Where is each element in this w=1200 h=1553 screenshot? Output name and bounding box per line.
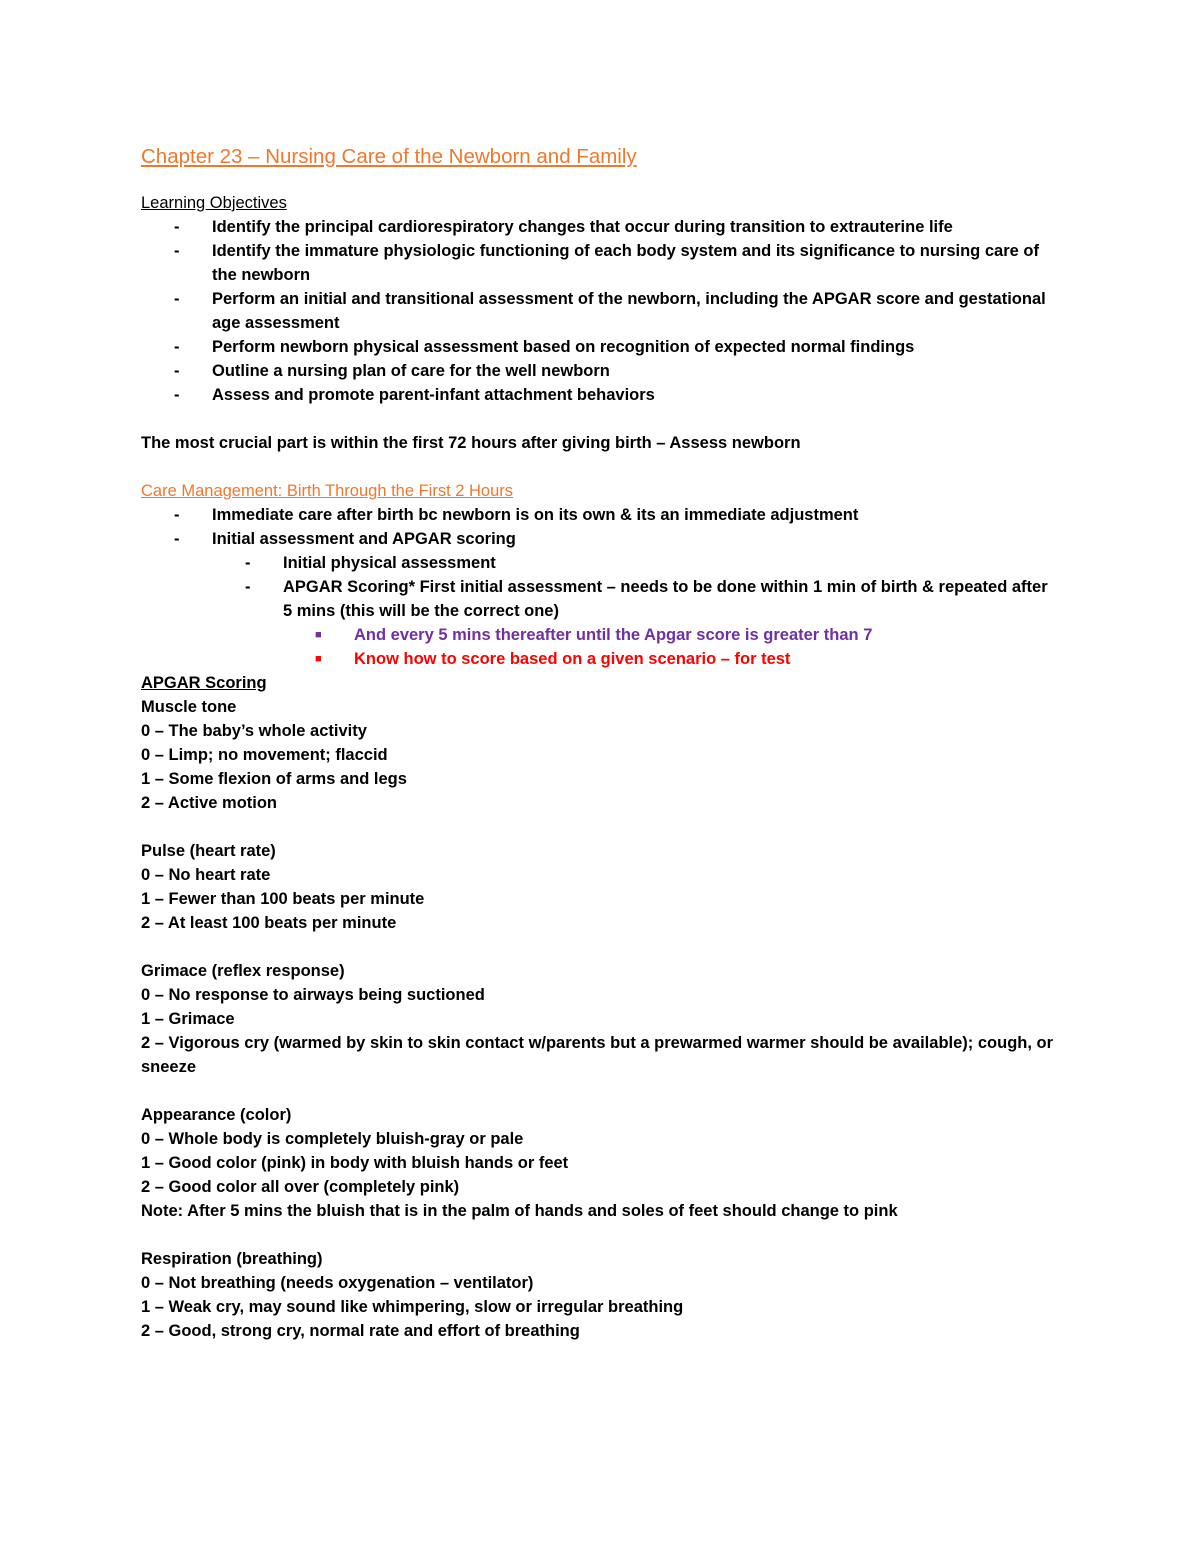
list-item: - Identify the immature physiologic functioning of each body system and its significance to nursing care of the newborn [141, 239, 1061, 287]
list-item: - APGAR Scoring* First initial assessment – needs to be done within 1 min of birth & repeated after 5 mins (this will be the correct one) [141, 575, 1061, 623]
objectives-list [141, 215, 1061, 407]
care-management-sublist [141, 551, 1061, 623]
list-item: ■ And every 5 mins thereafter until the Apgar score is greater than 7 [141, 623, 1061, 647]
dash-bullet-icon: - [245, 554, 251, 572]
square-bullet-icon: ■ [315, 653, 322, 665]
list-item: - Initial physical assessment [141, 551, 1061, 575]
care-management-subsublist [141, 623, 1061, 671]
dash-bullet-icon: - [174, 506, 180, 524]
score-line: 2 – At least 100 beats per minute [141, 914, 397, 932]
care-management-list [141, 503, 1061, 551]
list-item: - Initial assessment and APGAR scoring [141, 527, 1061, 551]
care-management-heading: Care Management: Birth Through the First 2 Hours [141, 482, 514, 500]
score-line: 1 – Some flexion of arms and legs [141, 770, 407, 788]
section-label: Appearance (color) [141, 1106, 292, 1124]
list-item: - Outline a nursing plan of care for the well newborn [141, 359, 1061, 383]
score-line: 0 – No response to airways being suctioned [141, 986, 485, 1004]
list-item: - Perform an initial and transitional assessment of the newborn, including the APGAR score and gestational age assessment [141, 287, 1061, 335]
score-line: 0 – Not breathing (needs oxygenation – ventilator) [141, 1274, 534, 1292]
section-label: Pulse (heart rate) [141, 842, 276, 860]
score-line: 0 – No heart rate [141, 866, 271, 884]
score-line: 2 – Good color all over (completely pink) [141, 1178, 460, 1196]
section-label: Muscle tone [141, 698, 237, 716]
list-item: ■ Know how to score based on a given scenario – for test [141, 647, 1061, 671]
apgar-pulse [141, 839, 1061, 935]
dash-bullet-icon: - [174, 530, 180, 548]
score-line: 1 – Weak cry, may sound like whimpering, slow or irregular breathing [141, 1298, 684, 1316]
document-body [141, 143, 1061, 1343]
score-line: 1 – Fewer than 100 beats per minute [141, 890, 425, 908]
section-label: Respiration (breathing) [141, 1250, 323, 1268]
dash-bullet-icon: - [174, 242, 180, 260]
page-title: Chapter 23 – Nursing Care of the Newborn and Family [141, 145, 637, 168]
score-line: 1 – Grimace [141, 1010, 235, 1028]
score-line: 0 – Whole body is completely bluish-gray or pale [141, 1130, 524, 1148]
list-item: - Identify the principal cardiorespiratory changes that occur during transition to extrauterine life [141, 215, 1061, 239]
list-item: - Immediate care after birth bc newborn is on its own & its an immediate adjustment [141, 503, 1061, 527]
list-item: - Perform newborn physical assessment based on recognition of expected normal findings [141, 335, 1061, 359]
dash-bullet-icon: - [174, 362, 180, 380]
apgar-heading: APGAR Scoring [141, 674, 267, 692]
apgar-grimace [141, 959, 1061, 1079]
objectives-heading: Learning Objectives [141, 194, 287, 212]
square-bullet-icon: ■ [315, 629, 322, 641]
apgar-respiration [141, 1247, 1061, 1343]
apgar-muscle-tone [141, 695, 1061, 815]
score-line: 0 – Limp; no movement; flaccid [141, 746, 388, 764]
score-line: 2 – Vigorous cry (warmed by skin to skin contact w/parents but a prewarmed warmer should be available); cough, or sneeze [141, 1034, 1054, 1076]
dash-bullet-icon: - [174, 218, 180, 236]
section-label: Grimace (reflex response) [141, 962, 345, 980]
dash-bullet-icon: - [174, 386, 180, 404]
score-line: 0 – The baby’s whole activity [141, 722, 367, 740]
list-item: - Assess and promote parent-infant attachment behaviors [141, 383, 1061, 407]
dash-bullet-icon: - [174, 290, 180, 308]
dash-bullet-icon: - [245, 578, 251, 596]
score-line: 1 – Good color (pink) in body with bluish hands or feet [141, 1154, 569, 1172]
score-line: 2 – Active motion [141, 794, 278, 812]
score-line: 2 – Good, strong cry, normal rate and effort of breathing [141, 1322, 580, 1340]
crucial-note: The most crucial part is within the first 72 hours after giving birth – Assess newborn [141, 434, 801, 452]
apgar-appearance [141, 1103, 1061, 1223]
note-line: Note: After 5 mins the bluish that is in the palm of hands and soles of feet should change to pink [141, 1202, 898, 1220]
dash-bullet-icon: - [174, 338, 180, 356]
